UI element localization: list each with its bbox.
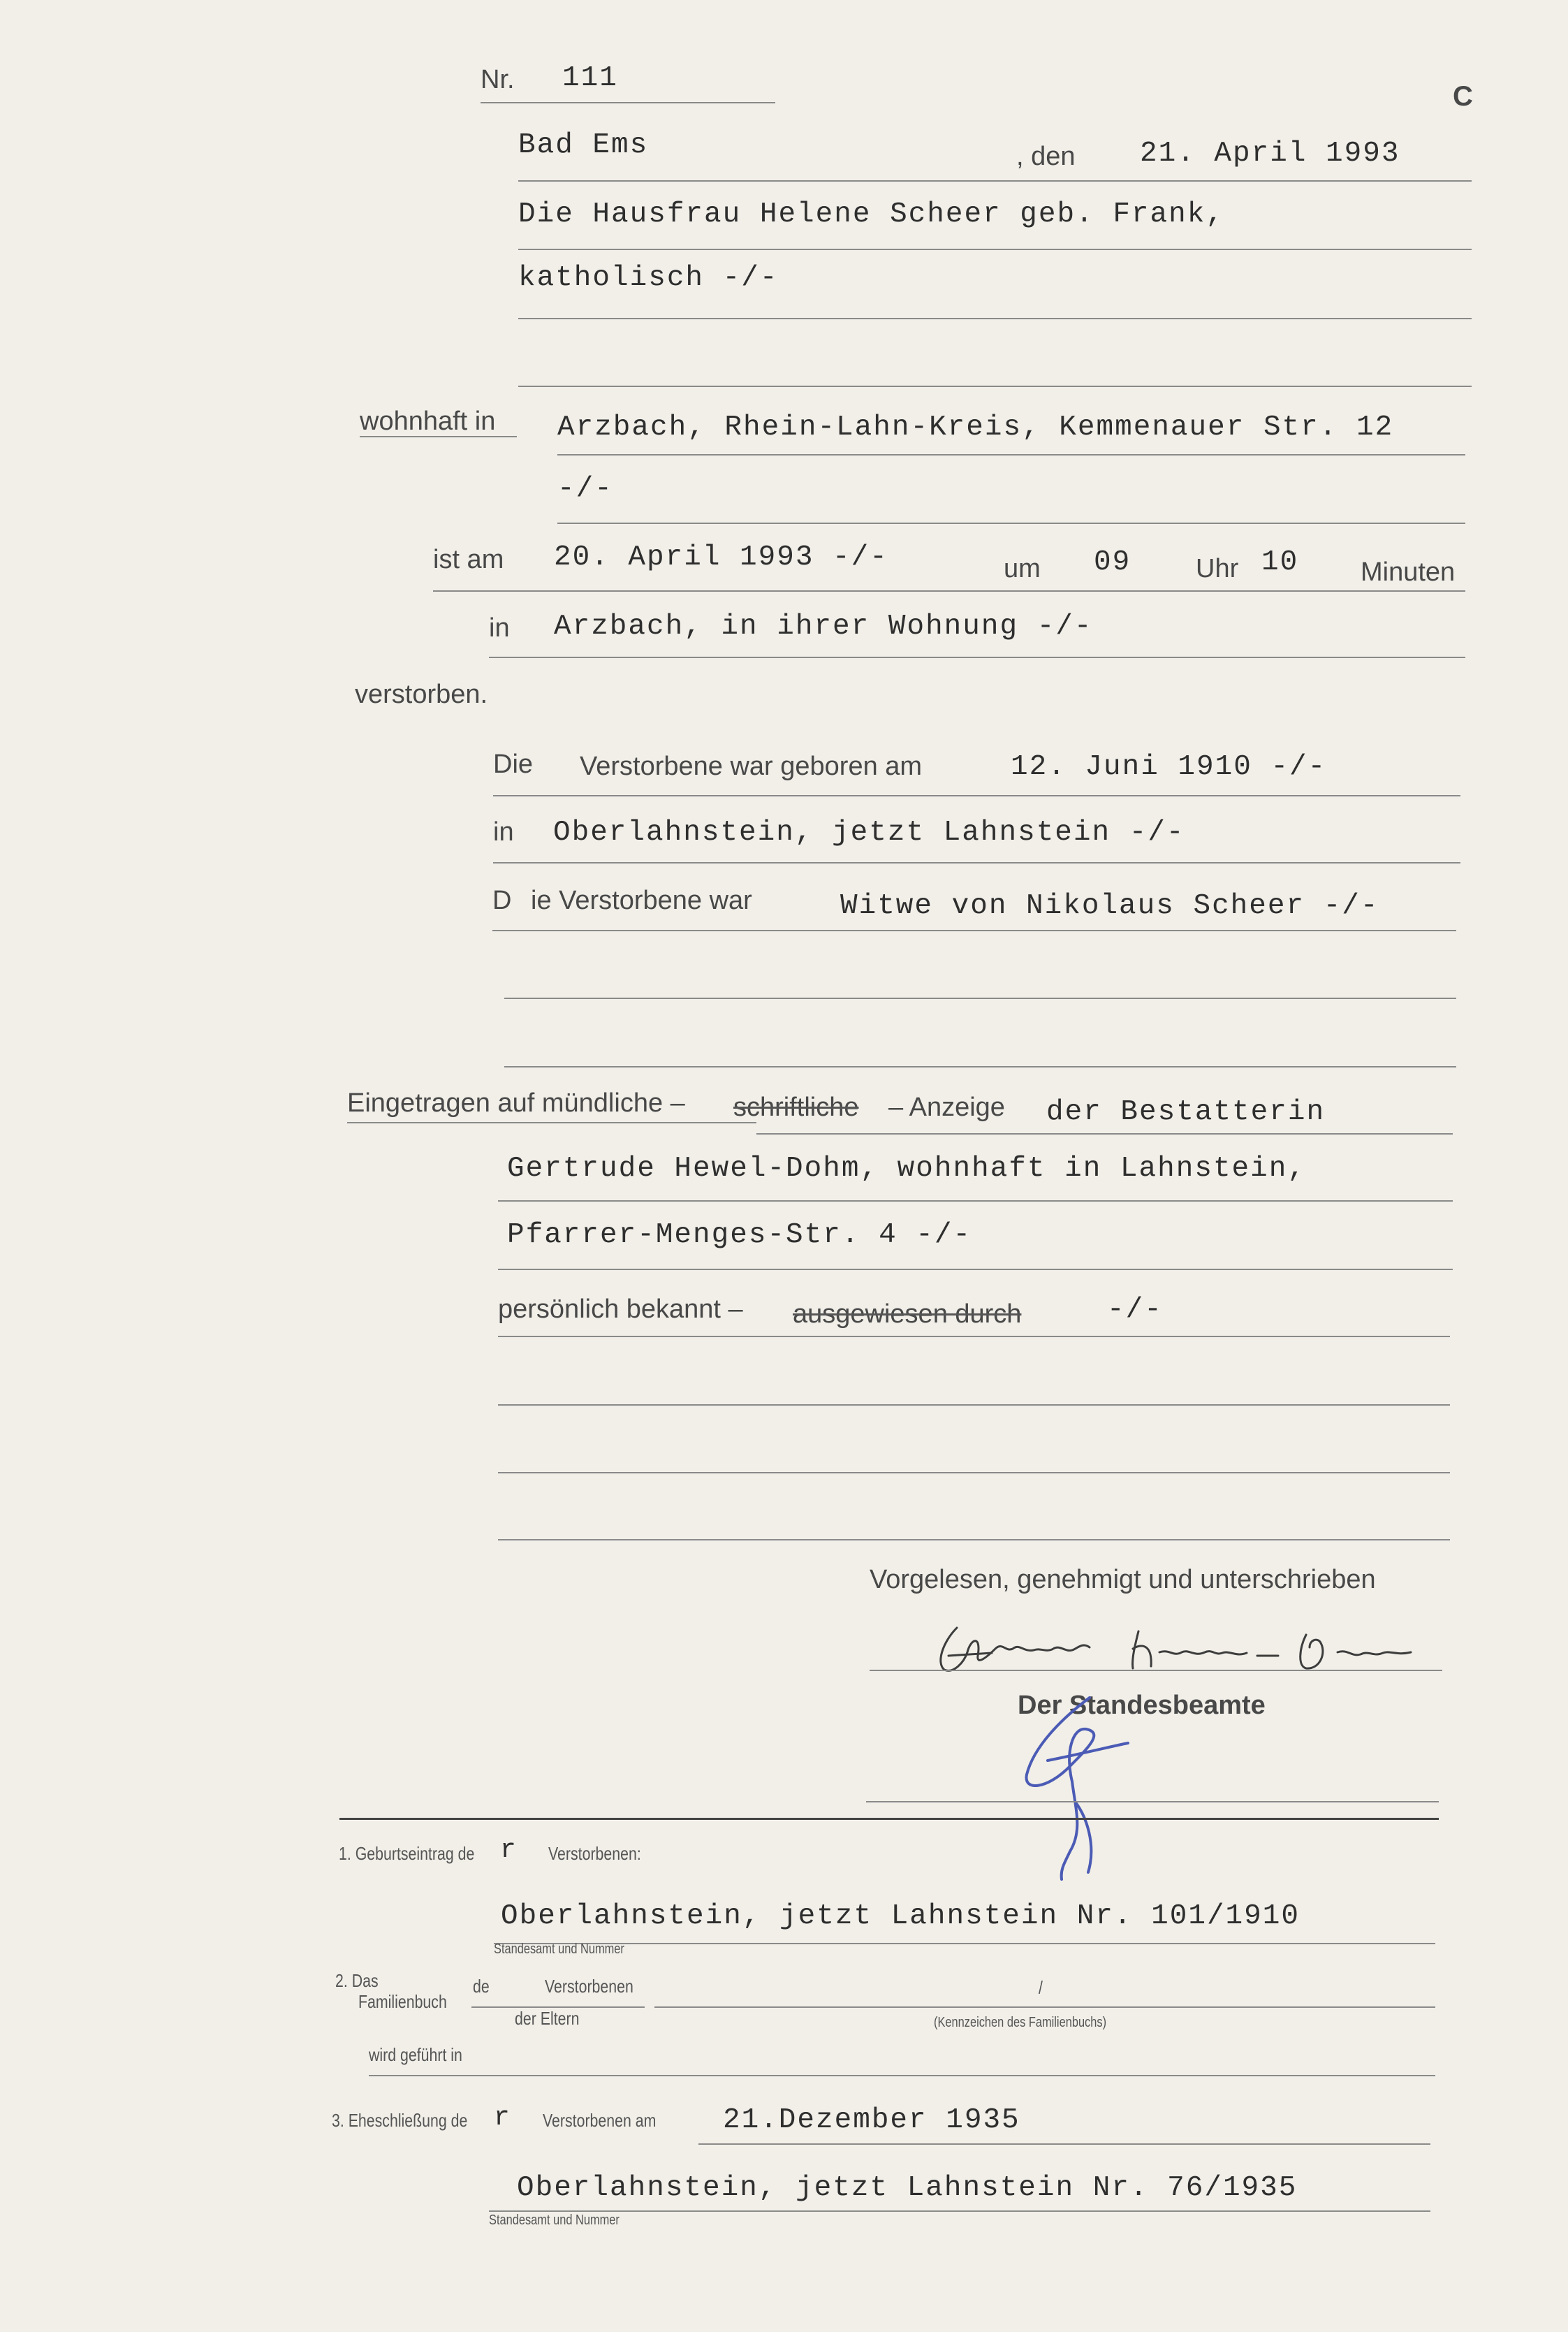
nr-label: Nr. xyxy=(481,65,515,94)
person-underline-3 xyxy=(518,386,1472,387)
marital-underline-2 xyxy=(504,998,1456,999)
nr-underline xyxy=(481,102,775,103)
person-line-2: katholisch -/- xyxy=(518,262,779,294)
item1-caption: Standesamt und Nummer xyxy=(494,1941,624,1957)
report-line-1: der Bestatterin xyxy=(1046,1096,1326,1128)
uhr-label: Uhr xyxy=(1196,554,1239,583)
item1-suffix: r xyxy=(500,1835,518,1865)
residence-line-2: -/- xyxy=(557,473,613,505)
item3-label: 3. Eheschließung de xyxy=(332,2110,468,2131)
minuten-label: Minuten xyxy=(1361,558,1456,587)
item2-wird: wird geführt in xyxy=(369,2044,462,2065)
official-signature-line xyxy=(866,1801,1439,1802)
known-struck: ausgewiesen durch xyxy=(793,1299,1022,1329)
report-label-underline xyxy=(347,1122,756,1123)
report-underline-3 xyxy=(498,1269,1453,1270)
report-label-struck: schriftliche xyxy=(733,1093,859,1122)
report-underline-2 xyxy=(498,1200,1453,1202)
residence-underline-1 xyxy=(557,454,1465,456)
marital-label: ie Verstorbene war xyxy=(531,886,752,915)
registrar-signature xyxy=(1006,1677,1145,1886)
item2-underline xyxy=(654,2006,1435,2008)
residence-label-underline xyxy=(360,436,517,437)
item1-label: 1. Geburtseintrag de xyxy=(339,1843,475,1864)
death-date: 20. April 1993 -/- xyxy=(554,541,888,574)
item3-label2: Verstorbenen am xyxy=(543,2110,657,2131)
nr-value: 111 xyxy=(562,62,618,94)
birth-die-label: Die xyxy=(493,750,534,779)
corner-mark: C xyxy=(1453,81,1473,112)
report-underline-7 xyxy=(498,1539,1450,1540)
residence-underline-2 xyxy=(557,523,1465,524)
item1-underline xyxy=(494,1943,1435,1944)
item3-date: 21.Dezember 1935 xyxy=(723,2104,1020,2136)
marital-d-label: D xyxy=(492,886,512,915)
den-label: , den xyxy=(1016,142,1076,171)
item2-wird-underline xyxy=(369,2075,1435,2076)
person-underline-1 xyxy=(518,249,1472,250)
ist-am-label: ist am xyxy=(433,545,504,574)
marital-underline-3 xyxy=(504,1066,1456,1067)
birth-place: Oberlahnstein, jetzt Lahnstein -/- xyxy=(553,817,1185,849)
date: 21. April 1993 xyxy=(1140,138,1400,170)
birth-in-label: in xyxy=(493,817,514,847)
item2-label: Familienbuch xyxy=(358,1991,447,2012)
informant-signature-line xyxy=(870,1670,1442,1671)
item3-caption: Standesamt und Nummer xyxy=(489,2213,620,2228)
item3-value: Oberlahnstein, jetzt Lahnstein Nr. 76/1935 xyxy=(517,2172,1298,2204)
item2-caption: (Kennzeichen des Familienbuchs) xyxy=(934,2015,1107,2030)
report-underline-6 xyxy=(498,1472,1450,1473)
death-place: Arzbach, in ihrer Wohnung -/- xyxy=(554,611,1093,643)
um-label: um xyxy=(1004,554,1041,583)
report-line-2: Gertrude Hewel-Dohm, wohnhaft in Lahnstein, xyxy=(507,1153,1306,1185)
known-value: -/- xyxy=(1107,1294,1163,1326)
report-label-end: – Anzeige xyxy=(888,1093,1005,1122)
report-underline-1 xyxy=(756,1133,1453,1135)
person-line-1: Die Hausfrau Helene Scheer geb. Frank, xyxy=(518,198,1224,231)
item1-label2: Verstorbenen: xyxy=(548,1843,641,1864)
item2-de: de xyxy=(473,1976,490,1997)
report-underline-4 xyxy=(498,1336,1450,1337)
report-line-3: Pfarrer-Menges-Str. 4 -/- xyxy=(507,1219,972,1251)
death-place-underline xyxy=(489,657,1465,658)
marital-value: Witwe von Nikolaus Scheer -/- xyxy=(840,890,1379,922)
death-in-label: in xyxy=(489,613,510,643)
item1-value: Oberlahnstein, jetzt Lahnstein Nr. 101/1910 xyxy=(501,1900,1300,1932)
item2-slash: / xyxy=(1039,1977,1043,1998)
birth-label: Verstorbene war geboren am xyxy=(580,752,923,781)
informant-signature xyxy=(929,1614,1418,1691)
place: Bad Ems xyxy=(518,129,649,161)
item3-date-underline xyxy=(698,2143,1430,2145)
death-minutes: 10 xyxy=(1261,546,1299,578)
bleed-through-text xyxy=(1208,84,1222,110)
person-underline-2 xyxy=(518,318,1472,319)
verstorben-label: verstorben. xyxy=(355,680,488,709)
residence-label: wohnhaft in xyxy=(360,407,496,436)
known-label: persönlich bekannt – xyxy=(498,1295,743,1324)
closing-text: Vorgelesen, genehmigt und unterschrieben xyxy=(870,1565,1376,1594)
item2-num: 2. Das xyxy=(335,1970,379,1991)
item3-underline xyxy=(489,2210,1430,2212)
birth-date-underline xyxy=(493,795,1460,796)
report-underline-5 xyxy=(498,1404,1450,1406)
death-hour: 09 xyxy=(1094,546,1131,578)
section-divider xyxy=(339,1818,1439,1820)
item2-eltern: der Eltern xyxy=(515,2008,580,2029)
death-date-underline xyxy=(433,590,1465,592)
item3-suffix: r xyxy=(494,2103,511,2133)
official-label: Der Standesbeamte xyxy=(1018,1691,1266,1720)
item2-verst: Verstorbenen xyxy=(545,1976,633,1997)
marital-underline-1 xyxy=(492,930,1456,931)
birth-date: 12. Juni 1910 -/- xyxy=(1011,751,1327,783)
birth-place-underline xyxy=(493,862,1460,863)
report-label-start: Eingetragen auf mündliche – xyxy=(347,1088,685,1118)
date-underline xyxy=(518,180,1472,182)
residence-line-1: Arzbach, Rhein-Lahn-Kreis, Kemmenauer Str. 12 xyxy=(557,411,1394,444)
